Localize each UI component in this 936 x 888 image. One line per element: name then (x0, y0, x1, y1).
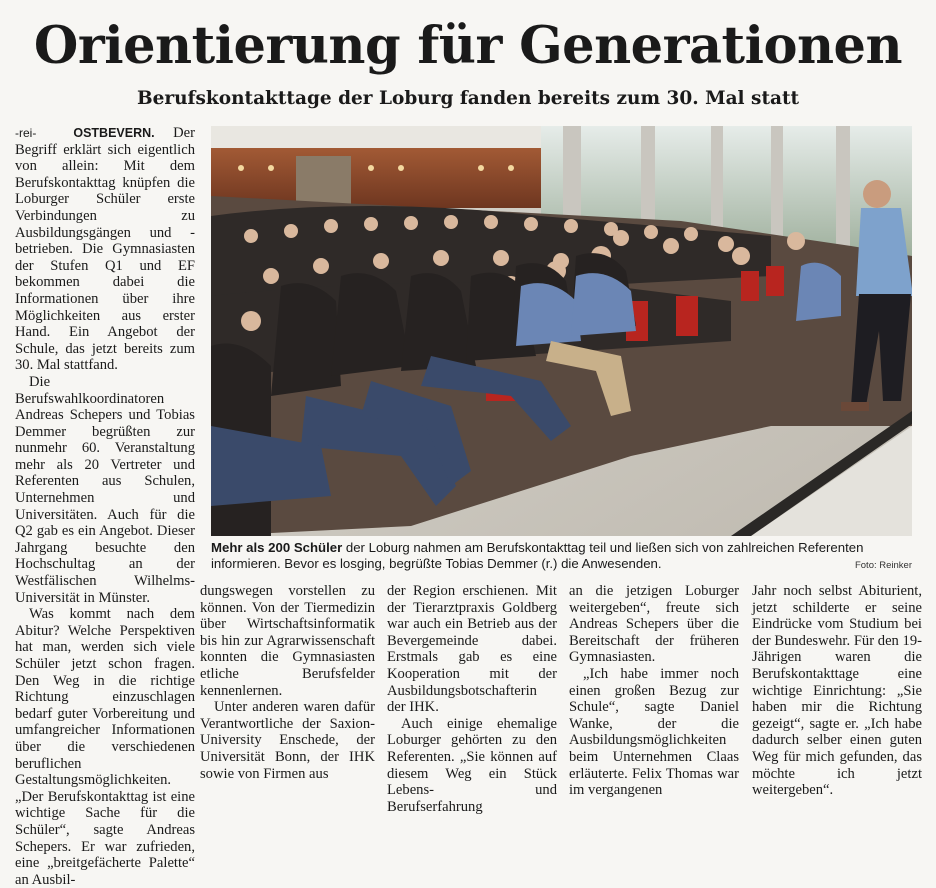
article-column-2 (200, 583, 375, 782)
dateline: -rei- (15, 126, 37, 140)
article-paragraph: Unter anderen waren dafür Verantwortliche der Saxion-University Enschede, der Universität Bonn, der IHK sowie von Firmen aus (200, 699, 375, 782)
caption-text: der Loburg nahmen am Berufskontakttag teil und ließen sich von zahlreichen Referenten informieren. Bevor es losging, begrüßte Tobias Demmer (r.) die Anwesenden. (211, 540, 864, 571)
photo-credit: Foto: Reinker (854, 560, 912, 571)
photo-caption (211, 540, 912, 572)
article-paragraph: Auch einige ehemalige Loburger gehörten zu den Referenten. „Sie können auf diesem Weg ein Stück Lebens- und Berufserfahrung (387, 715, 557, 815)
article-paragraph: dungswegen vorstellen zu können. Von der Tiermedizin über Wirtschaftsinformatik bis hin zur Agrarwissenschaft konnten die Gymnasiasten etliche Berufsfelder kennenlernen. (200, 583, 375, 699)
caption-lead: Mehr als 200 Schüler (211, 540, 343, 555)
article-paragraph: an die jetzigen Loburger weitergeben“, freute sich Andreas Schepers über die Bereitschaft der früheren Gymnasiasten. (569, 583, 739, 666)
article-paragraph: Die Berufswahlkoordinatoren Andreas Schepers und Tobias Demmer begrüßten zur nunmehr 60. Veranstaltung mehr als 20 Vertreter und Referenten aus Schulen, Unternehmen und Universitäten. Auch für die Q2 gab es ein Angebot. Dieser Jahrgang besuchte den Hochschultag an der Westfälischen Wilhelms-Universität in Münster. (15, 373, 195, 606)
article-column-5 (752, 583, 922, 799)
paragraph-text: Der Begriff erklärt sich eigentlich von allein: Mit dem Berufskontakttag knüpfen die Loburger Schüler erste Verbindungen zu Ausbildungsgängen und -betrieben. Die Gymnasiasten der Stufen Q1 und EF bekommen dabei die Informationen über ihre Möglichkeiten aus erster Hand. Ein Angebot der Schule, das jetzt bereits zum 30. Mal stattfand. (15, 125, 196, 374)
event-photo (211, 126, 912, 536)
article-paragraph: „Ich habe immer noch einen großen Bezug zur Schule“, sagte Daniel Wanke, der die Ausbildungsmöglichkeiten beim Unternehmen Claas erläuterte. Felix Thomas war im vergangenen (569, 665, 739, 799)
subheadline: Berufskontakttage der Loburg fanden bereits zum 30. Mal statt (136, 88, 800, 109)
headline: Orientierung für Generationen (33, 16, 903, 76)
article-paragraph: der Region erschienen. Mit der Tierarztpraxis Goldberg war auch ein Betrieb aus der Bevergemeinde dabei. Erstmals gab es eine Kooperation mit der Ausbildungsbotschafterin der IHK. (387, 583, 557, 716)
auditorium-photo (211, 126, 912, 536)
article-paragraph: Jahr noch selbst Abiturient, jetzt schilderte er seine Eindrücke vom Studium bei der Bundeswehr. Für den 19-Jährigen waren die Berufskontakttage eine wichtige Einrichtung: „Sie haben mir die Richtung gezeigt“, sagte er. „Ich habe dadurch selber einen guten Weg für mich gefunden, das möchte ich jetzt weitergeben“. (752, 583, 922, 799)
article-column-3 (387, 583, 557, 815)
place-name: OSTBEVERN. (73, 126, 155, 140)
article-column-1 (15, 125, 195, 888)
article-paragraph (15, 125, 195, 374)
article-column-4 (569, 583, 739, 799)
article-paragraph: Was kommt nach dem Abitur? Welche Perspektiven hat man, werden sich viele Schüler jetzt schon fragen. Den Weg in die richtige Richtung einzuschlagen bedarf guter Vorbereitung und umfangreicher Informationen über die verschiedenen beruflichen Gestaltungsmöglichkeiten. „Der Berufskontakttag ist eine wichtige Sache für die Schüler“, sagte Andreas Schepers. Er war zufrieden, eine „breitgefächerte Palette“ an Ausbil- (15, 606, 195, 888)
